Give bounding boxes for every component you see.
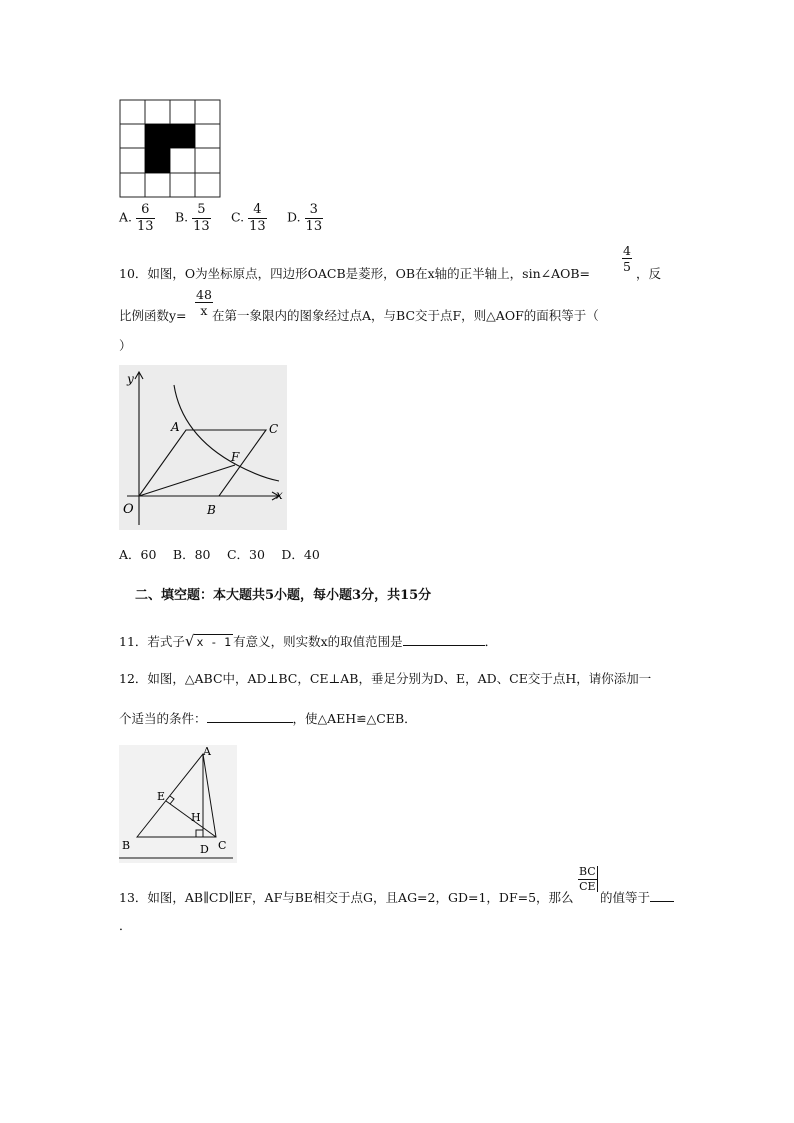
label-f: F [231,450,240,464]
q10-line1-suffix: ，反 [636,266,662,281]
label-b: B [207,503,216,517]
label-a: A [203,745,211,758]
label-d: D [200,843,209,856]
sqrt-expression: √ x - 1 [184,632,232,650]
q10-function-fraction: $\frac{48}{x}$ [196,287,212,319]
q10-sin-fraction: $\frac{4}{5}$ [623,243,631,275]
q13-answer-blank [650,901,674,902]
label-o: O [123,502,134,517]
label-a: A [171,420,180,434]
label-b: B [122,839,131,852]
label-e: E [157,790,166,803]
q12-line1: 12．如图，△ABC中，AD⊥BC，CE⊥AB，垂足分别为D、E，AD、CE交于点H，请你添加一 [119,671,652,686]
q12-triangle-figure [119,745,237,863]
q10-line3: ） [119,338,132,353]
q9-option-c: C. $\frac{4}{13}$ [231,202,266,234]
q11-line: 11．若式子√ x - 1 有意义，则实数x的取值范围是 ． [119,632,498,650]
q13-ratio-fraction: $\frac{BC}{CE}$ [579,865,596,893]
label-h: H [191,811,201,824]
q10-line2-suffix: 在第一象限内的图象经过点A，与BC交于点F，则△AOF的面积等于（ [212,308,599,323]
q9-option-b: B. $\frac{5}{13}$ [175,202,210,234]
q13-end: ． [119,918,132,933]
q9-option-a: A. $\frac{6}{13}$ [119,202,154,234]
q10-line1: 10．如图，O为坐标原点，四边形OACB是菱形，OB在x轴的正半轴上，sin∠AOB= [119,266,591,281]
label-x: x [276,488,283,502]
q11-answer-blank [403,645,485,646]
q13-line-suffix: 的值等于 [600,892,674,905]
q10-options: A．60 B．80 C．30 D．40 [119,547,320,562]
q9-option-d: D. $\frac{3}{13}$ [287,202,323,234]
label-c: C [269,422,279,436]
q13-line: 13．如图，AB∥CD∥EF，AF与BE相交于点G，且AG=2，GD=1，DF=5，那么 [119,890,574,905]
q9-grid-figure [119,99,222,199]
q12-line2: 个适当的条件： ，使△AEH≌△CEB． [119,711,417,726]
q12-answer-blank [207,722,293,723]
q10-line2: 比例函数y= [119,308,187,323]
q10-rhombus-figure [119,365,287,530]
section-heading: 二、填空题：本大题共5小题，每小题3分，共15分 [135,588,432,603]
label-c: C [218,839,227,852]
label-y: y [127,372,134,386]
